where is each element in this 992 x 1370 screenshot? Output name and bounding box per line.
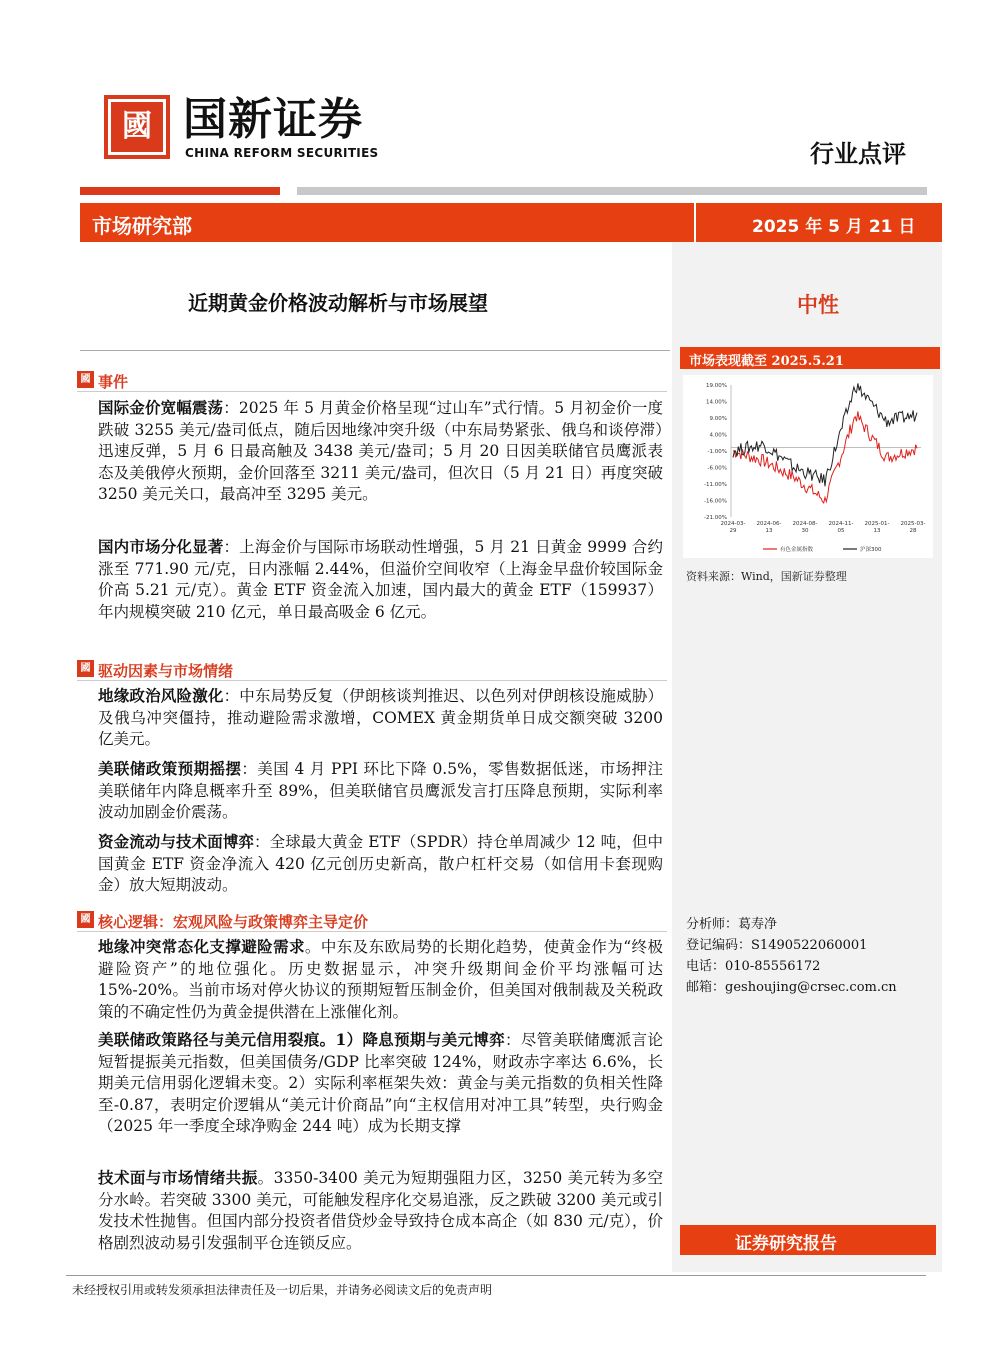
paragraph: 国际金价宽幅震荡：2025 年 5 月黄金价格呈现“过山车”式行情。5 月初金价一度跌破 3255 美元/盎司低点，随后因地缘冲突升级（中东局势紧张、俄乌和谈停滞）迅速反弹，5 月 6 日最高触及 3438 美元/盎司；5 月 20 日因美联储官员鹰派表态及美俄停火预期，金价回落至 3211 美元/盎司，但次日（5 月 21 日）再度突破 3250 美元关口，最高冲至 3295 美元。 [98,398,663,503]
section-divider [77,680,667,681]
y-tick-label: 14.00% [706,399,727,406]
paragraph: 美联储政策路径与美元信用裂痕。1）降息预期与美元博弈：尽管美联储鹰派言论短暂提振美元指数，但美国债务/GDP 比率突破 124%，财政赤字率达 6.6%，长期美元信用弱化逻辑未变。2）实际利率框架失效：黄金与美元指数的负相关性降至-0.87，表明定价逻辑从“美元计价商品”向“主权信用对冲工具”转型，央行购金（2025 年一季度全球净购金 244 吨）成为长期支撑 [98,1030,663,1135]
x-tick-label: 2024-06- [756,521,782,527]
tel-label: 电话： [686,959,726,974]
x-tick-label: 2024-11- [828,521,854,527]
y-tick-label: 4.00% [709,432,727,439]
chart-source: 资料来源：Wind，国新证券整理 [686,570,847,583]
report-tag: 证券研究报告 [735,1234,837,1254]
section-divider [77,931,667,932]
analyst-info [686,914,897,998]
section-icon: 國 [77,371,94,388]
y-tick-label: -6.00% [707,465,727,472]
reg-label: 登记编码： [686,938,752,953]
paragraph: 资金流动与技术面博弈：全球最大黄金 ETF（SPDR）持仓单周减少 12 吨，但中国黄金 ETF 资金净流入 420 亿元创历史新高，散户杠杆交易（如信用卡套现购金）放大短期波动。 [98,832,663,894]
y-tick-label: 9.00% [709,416,727,422]
y-tick-label: -11.00% [704,482,727,488]
legend-label: 沪深300 [860,547,882,553]
paragraph: 地缘冲突常态化支撑避险需求。中东及东欧局势的长期化趋势，使黄金作为“终极避险资产”的地位强化。历史数据显示，冲突升级期间金价平均涨幅可达 15%-20%。当前市场对停火协议的预期短暂压制金价，但美国对俄制裁及关税政策的不确定性仍为黄金提供潜在上涨催化剂。 [98,937,663,1021]
section-divider [77,391,667,392]
y-tick-label: 19.00% [706,383,727,389]
x-tick-label: 2025-03- [900,521,926,527]
x-tick-label: 30 [801,528,809,534]
x-tick-label: 13 [765,528,773,534]
email-link[interactable]: geshoujing@crsec.com.cn [725,980,897,995]
department-label: 市场研究部 [92,214,192,238]
analyst-label: 分析师： [686,917,739,932]
header-bar-gray [297,187,927,195]
paragraph: 地缘政治风险激化：中东局势反复（伊朗核谈判推迟、以色列对伊朗核设施威胁）及俄乌冲突僵持，推动避险需求激增，COMEX 黄金期货单日成交额突破 3200 亿美元。 [98,686,663,748]
market-chart-svg [683,375,933,558]
paragraph: 国内市场分化显著：上海金价与国际市场联动性增强，5 月 21 日黄金 9999 合约涨至 771.90 元/克，日内涨幅 2.44%，但溢价空间收窄（上海金早盘价较国际金价高 5.21 元/克）。黄金 ETF 资金流入加速，国内最大的黄金 ETF（159937）年内规模突破 210 亿元，单日最高吸金 6 亿元。 [98,537,663,621]
logo-mark [104,95,170,159]
company-name-en: CHINA REFORM SECURITIES [185,146,379,160]
paragraph: 技术面与市场情绪共振。3350-3400 美元为短期强阻力区，3250 美元转为多空分水岭。若突破 3300 美元，可能触发程序化交易追涨，反之跌破 3200 美元或引发技术性抛售。但国内部分投资者借贷炒金导致持仓成本高企（如 830 元/克），价格剧烈波动易引发强制平仓连锁反应。 [98,1168,663,1252]
title-divider [80,350,670,351]
section-heading: 驱动因素与市场情绪 [98,662,234,680]
paragraph: 美联储政策预期摇摆：美国 4 月 PPI 环比下降 0.5%，零售数据低迷，市场押注美联储年内降息概率升至 89%，但美联储官员鹰派发言打压降息预期，实际利率波动加剧金价震荡。 [98,759,663,821]
x-tick-label: 13 [873,528,881,534]
x-tick-label: 28 [909,528,917,534]
company-name: 国新证券 [183,94,363,145]
x-tick-label: 2024-08- [792,521,818,527]
logo-glyph: 國 [108,99,166,155]
section-heading: 核心逻辑：宏观风险与政策博弈主导定价 [98,913,369,931]
header-bar-red [80,187,280,195]
report-date: 2025 年 5 月 21 日 [752,217,916,237]
x-tick-label: 2025-01- [864,521,890,527]
section-icon: 國 [77,911,94,928]
x-tick-label: 29 [729,528,737,534]
section-icon: 國 [77,660,94,677]
x-tick-label: 05 [837,528,845,534]
analyst-name: 葛寿净 [738,917,778,932]
y-tick-label: -16.00% [704,498,727,505]
legend-label: 有色金属指数 [780,547,814,553]
reg-no: S1490522060001 [751,938,868,953]
footer-disclaimer: 未经授权引用或转发须承担法律责任及一切后果，并请务必阅读文后的免责声明 [72,1283,493,1297]
email-label: 邮箱： [686,980,726,995]
tel: 010-85556172 [725,959,821,974]
x-tick-label: 2024-03- [720,521,746,527]
report-title: 近期黄金价格波动解析与市场展望 [188,291,488,315]
footer-divider [66,1275,926,1276]
section-heading: 事件 [98,373,129,391]
report-type: 行业点评 [810,139,906,168]
band-divider [694,203,696,242]
series-line [733,383,917,486]
market-chart [683,375,933,558]
rating: 中性 [797,292,839,317]
y-tick-label: -21.00% [704,515,727,521]
y-tick-label: -1.00% [707,449,727,455]
market-label: 市场表现截至 2025.5.21 [689,354,844,369]
